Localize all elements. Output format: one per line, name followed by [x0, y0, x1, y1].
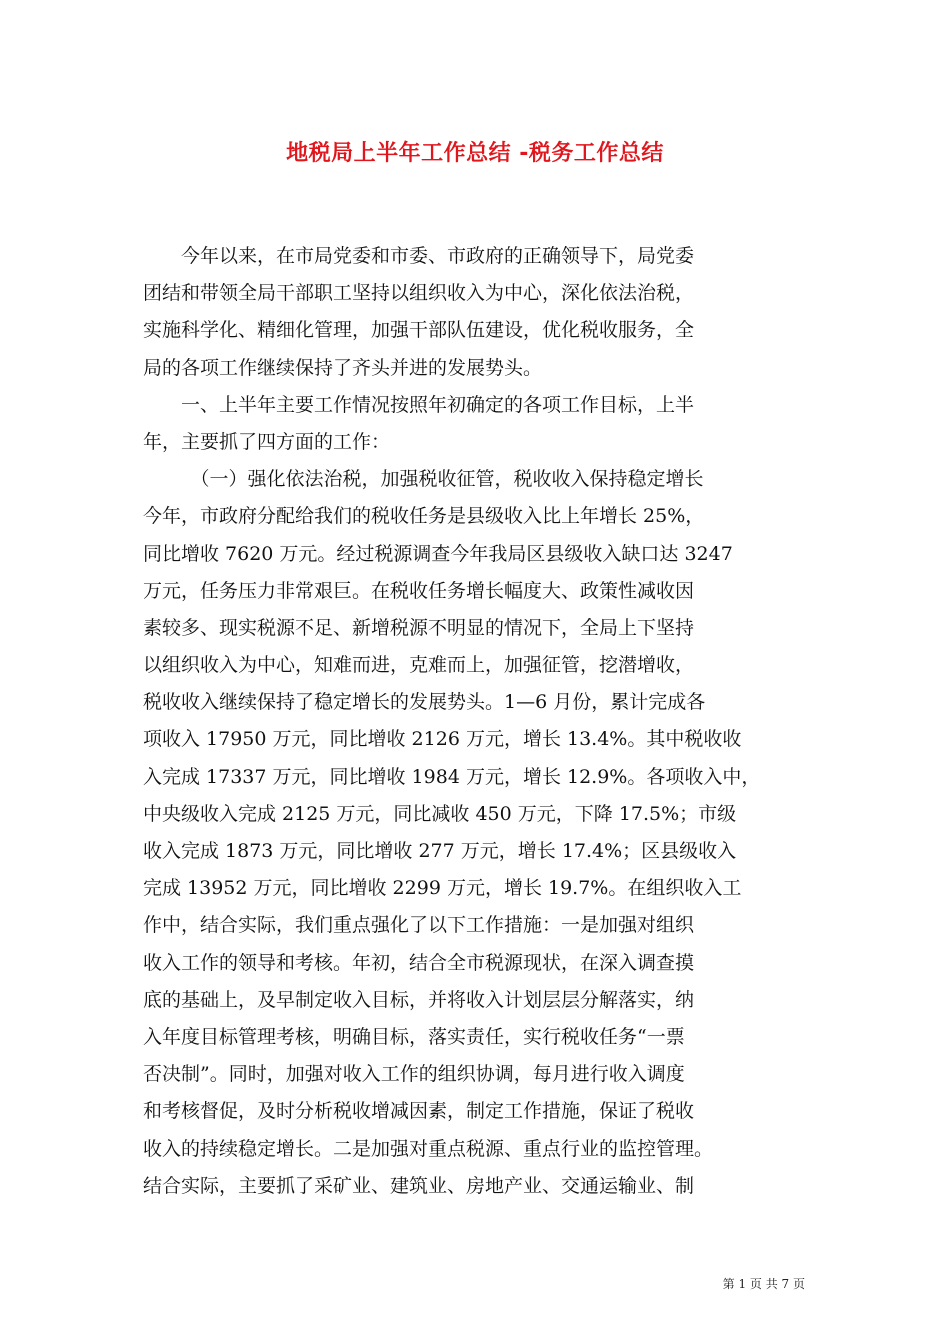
text-line: 一、上半年主要工作情况按照年初确定的各项工作目标，上半	[143, 393, 695, 416]
text-line: 项收入 17950 万元，同比增收 2126 万元，增长 13.4%。其中税收收	[143, 728, 742, 751]
text-line: 收入完成 1873 万元，同比增收 277 万元，增长 17.4%；区县级收入	[143, 840, 737, 862]
text-line: 税收收入继续保持了稳定增长的发展势头。1—6 月份，累计完成各	[143, 691, 706, 714]
text-line: 实施科学化、精细化管理，加强干部队伍建设，优化税收服务，全	[143, 319, 695, 342]
text-line: 年，主要抓了四方面的工作：	[143, 430, 391, 453]
text-line: 局的各项工作继续保持了齐头并进的发展势头。	[143, 356, 543, 379]
text-line: 今年以来，在市局党委和市委、市政府的正确领导下，局党委	[143, 245, 695, 267]
text-line: 团结和带领全局干部职工坚持以组织收入为中心，深化依法治税，	[143, 282, 695, 305]
text-line: 今年，市政府分配给我们的税收任务是县级收入比上年增长 25%，	[143, 505, 705, 528]
document-body	[143, 238, 808, 1205]
text-line: 否决制”。同时，加强对收入工作的组织协调，每月进行收入调度	[143, 1063, 685, 1086]
text-line: 中央级收入完成 2125 万元，同比减收 450 万元，下降 17.5%；市级	[143, 802, 737, 825]
text-line: （一）强化依法治税，加强税收征管，税收收入保持稳定增长	[143, 468, 704, 491]
text-line: 同比增收 7620 万元。经过税源调查今年我局区县级收入缺口达 3247	[143, 542, 733, 565]
text-line: 和考核督促，及时分析税收增减因素，制定工作措施，保证了税收	[143, 1100, 695, 1123]
text-line: 入年度目标管理考核，明确目标，落实责任，实行税收任务“一票	[143, 1025, 685, 1048]
text-line: 完成 13952 万元，同比增收 2299 万元，增长 19.7%。在组织收入工	[143, 877, 742, 900]
text-line: 收入的持续稳定增长。二是加强对重点税源、重点行业的监控管理。	[143, 1137, 714, 1160]
text-line: 以组织收入为中心，知难而进，克难而上，加强征管，挖潜增收，	[143, 654, 695, 677]
text-line: 素较多、现实税源不足、新增税源不明显的情况下，全局上下坚持	[143, 616, 695, 639]
text-line: 作中，结合实际，我们重点强化了以下工作措施：一是加强对组织	[143, 914, 695, 937]
document-title: 地税局上半年工作总结 -税务工作总结	[286, 141, 664, 166]
text-line: 结合实际，主要抓了采矿业、建筑业、房地产业、交通运输业、制	[143, 1174, 695, 1197]
text-line: 万元，任务压力非常艰巨。在税收任务增长幅度大、政策性减收因	[143, 579, 695, 602]
text-line: 底的基础上，及早制定收入目标，并将收入计划层层分解落实，纳	[143, 988, 695, 1011]
text-line: 收入工作的领导和考核。年初，结合全市税源现状，在深入调查摸	[143, 951, 695, 974]
text-line: 入完成 17337 万元，同比增收 1984 万元，增长 12.9%。各项收入中，	[143, 765, 761, 788]
page-number: 第 1 页 共 7 页	[722, 1277, 805, 1291]
